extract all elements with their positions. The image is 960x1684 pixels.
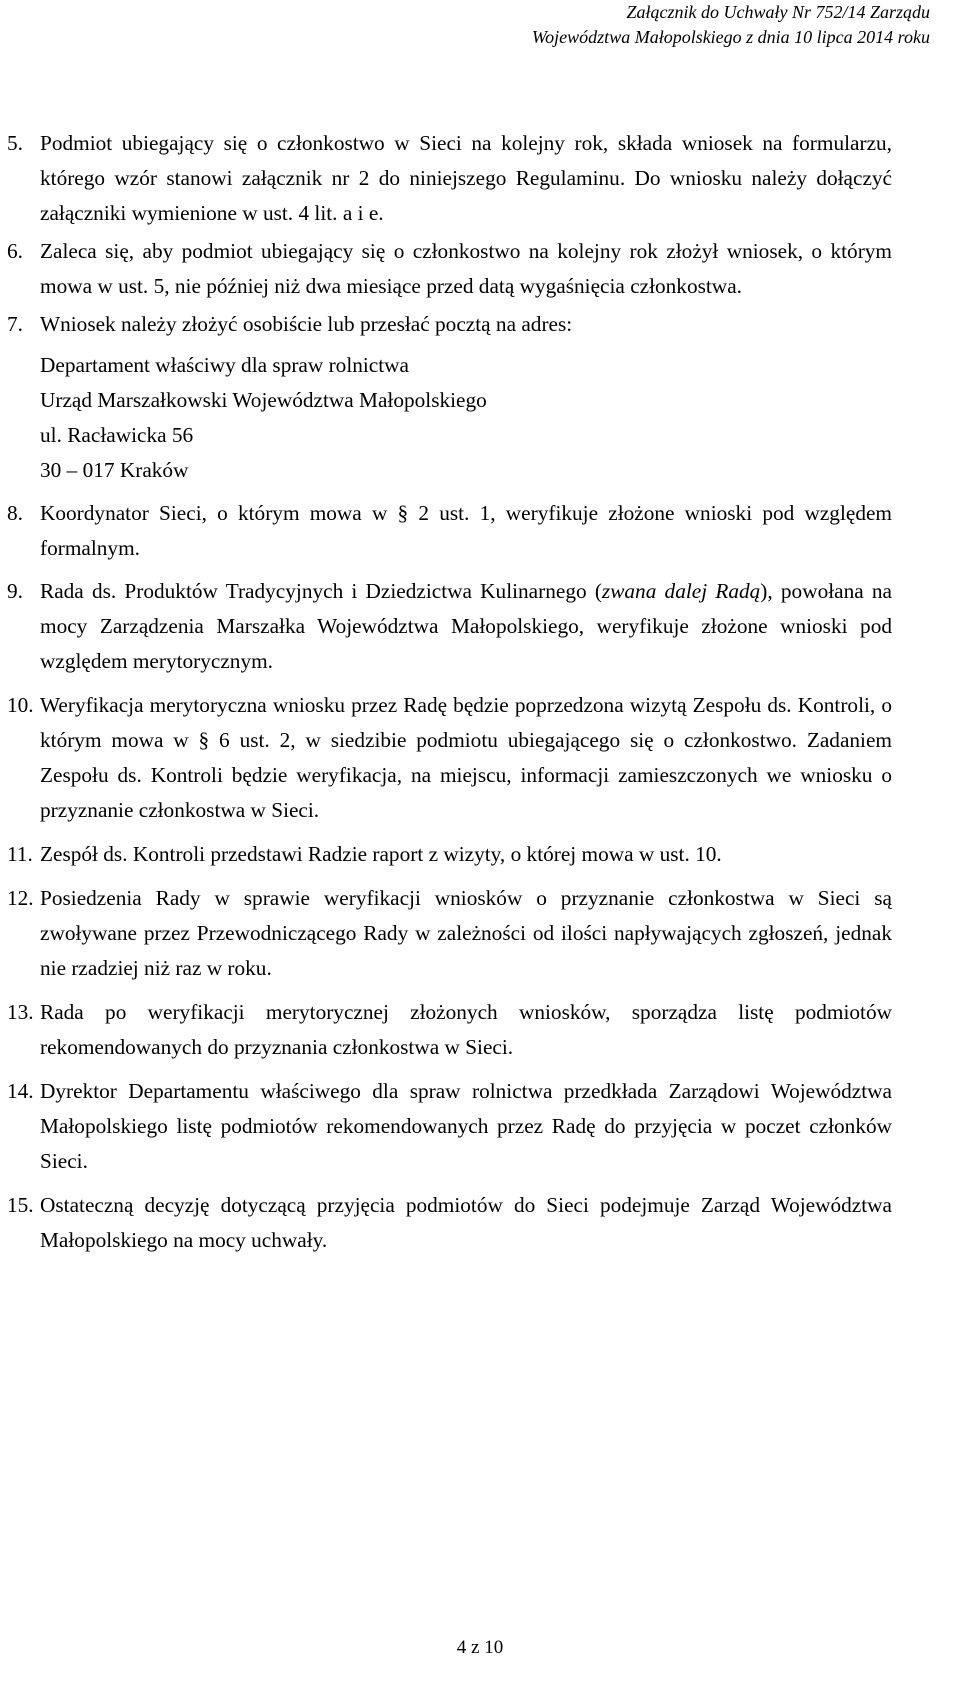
paragraph-number: 7.: [7, 312, 23, 336]
paragraph-13: [7, 995, 892, 1065]
address-block: [7, 348, 892, 488]
paragraph-9: [7, 574, 892, 679]
address-line: Urząd Marszałkowski Województwa Małopolskiego: [40, 388, 487, 412]
paragraph-text-emphasis: zwana dalej Radą: [601, 579, 761, 603]
paragraph-15: [7, 1188, 892, 1258]
paragraph-number: 6.: [7, 239, 23, 263]
paragraph-text: Koordynator Sieci, o którym mowa w § 2 ust. 1, weryfikuje złożone wnioski pod względem formalnym.: [40, 501, 892, 560]
paragraph-text: Podmiot ubiegający się o członkostwo w Sieci na kolejny rok, składa wniosek na formularzu, którego wzór stanowi załącznik nr 2 do niniejszego Regulaminu. Do wniosku należy dołączyć załączniki wymienione w ust. 4 lit. a i e.: [40, 131, 892, 225]
paragraph-7: [7, 307, 892, 342]
paragraph-number: 12.: [7, 886, 34, 910]
paragraph-text: Posiedzenia Rady w sprawie weryfikacji wniosków o przyznanie członkostwa w Sieci są zwoływane przez Przewodniczącego Rady w zależności od ilości napływających zgłoszeń, jednak nie rzadziej niż raz w roku.: [40, 886, 892, 980]
paragraph-6: [7, 234, 892, 304]
paragraph-text: Weryfikacja merytoryczna wniosku przez Radę będzie poprzedzona wizytą Zespołu ds. Kontroli, o którym mowa w § 6 ust. 2, w siedzibie podmiotu ubiegającego się o członkostwo. Zadaniem Zespołu ds. Kontroli będzie weryfikacja, na miejscu, informacji zamieszczonych we wniosku o przyznanie członkostwa w Sieci.: [40, 693, 892, 822]
paragraph-10: [7, 688, 892, 828]
paragraph-text: Zaleca się, aby podmiot ubiegający się o członkostwo na kolejny rok złożył wniosek, o którym mowa w ust. 5, nie później niż dwa miesiące przed datą wygaśnięcia członkostwa.: [40, 239, 892, 298]
header-line-1: Załącznik do Uchwały Nr 752/14 Zarządu: [626, 2, 930, 22]
paragraph-number: 15.: [7, 1193, 34, 1217]
paragraph-14: [7, 1074, 892, 1179]
paragraph-text: Wniosek należy złożyć osobiście lub przesłać pocztą na adres:: [40, 312, 573, 336]
address-line: Departament właściwy dla spraw rolnictwa: [40, 353, 410, 377]
paragraph-number: 10.: [7, 693, 34, 717]
paragraph-number: 9.: [7, 579, 23, 603]
paragraph-5: [7, 126, 892, 231]
header-line-2: Województwa Małopolskiego z dnia 10 lipca 2014 roku: [531, 27, 930, 47]
paragraph-text-b: ), powołana na mocy Zarządzenia Marszałka Województwa Małopolskiego, weryfikuje złożone wnioski pod względem merytorycznym.: [40, 579, 892, 673]
paragraph-text: Dyrektor Departamentu właściwego dla spraw rolnictwa przedkłada Zarządowi Województwa Małopolskiego listę podmiotów rekomendowanych przez Radę do przyjęcia w poczet członków Sieci.: [40, 1079, 892, 1173]
address-line: 30 – 017 Kraków: [40, 458, 189, 482]
paragraph-number: 11.: [7, 842, 33, 866]
paragraph-text: Ostateczną decyzję dotyczącą przyjęcia podmiotów do Sieci podejmuje Zarząd Województwa Małopolskiego na mocy uchwały.: [40, 1193, 892, 1252]
paragraph-text: Zespół ds. Kontroli przedstawi Radzie raport z wizyty, o której mowa w ust. 10.: [40, 842, 722, 866]
document-header: [330, 0, 930, 50]
address-line: ul. Racławicka 56: [40, 423, 194, 447]
paragraph-number: 14.: [7, 1079, 34, 1103]
paragraph-number: 5.: [7, 131, 23, 155]
paragraph-8: [7, 496, 892, 566]
paragraph-text-a: Rada ds. Produktów Tradycyjnych i Dziedzictwa Kulinarnego (: [40, 579, 602, 603]
paragraph-12: [7, 881, 892, 986]
paragraph-11: [7, 837, 892, 872]
page-number: 4 z 10: [456, 1637, 504, 1658]
paragraph-text: Rada po weryfikacji merytorycznej złożonych wniosków, sporządza listę podmiotów rekomendowanych do przyznania członkostwa w Sieci.: [40, 1000, 892, 1059]
document-body: [7, 126, 892, 1258]
paragraph-number: 8.: [7, 501, 23, 525]
paragraph-number: 13.: [7, 1000, 34, 1024]
